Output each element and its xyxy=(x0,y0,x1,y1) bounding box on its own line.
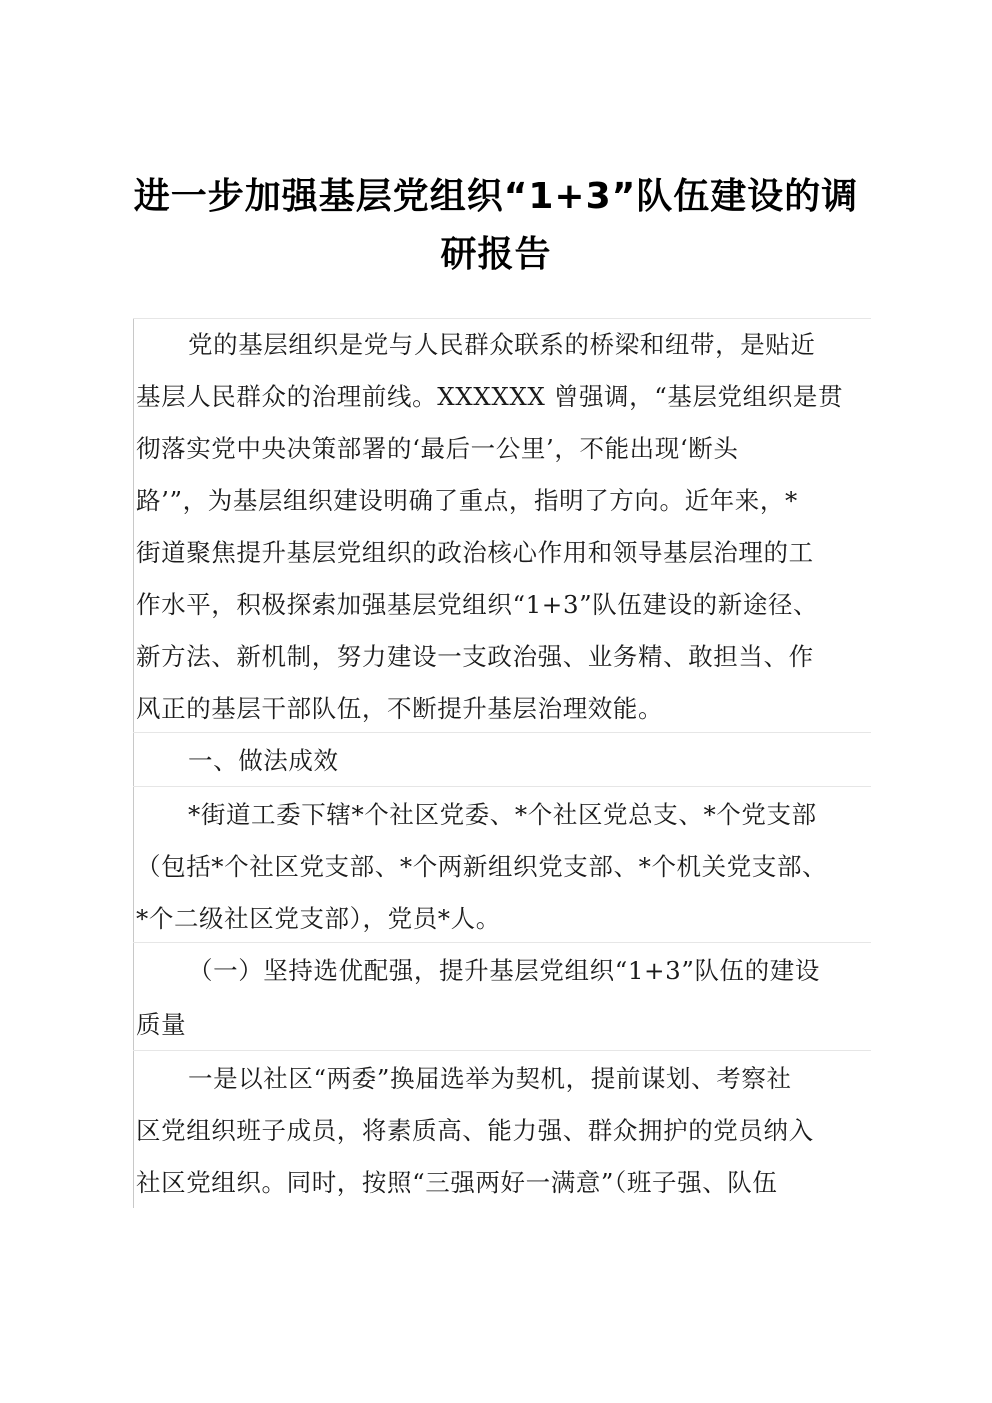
paragraph-line: 作水平，积极探索加强基层党组织“1+3”队伍建设的新途径、 xyxy=(136,590,819,619)
document-body xyxy=(133,318,871,1208)
table-rule xyxy=(133,942,871,943)
title-line-2: 研报告 xyxy=(440,234,552,275)
paragraph-line: 新方法、新机制，努力建设一支政治强、业务精、敢担当、作 xyxy=(136,642,814,671)
paragraph-line: 社区党组织。同时，按照“三强两好一满意”（班子强、队伍 xyxy=(136,1168,778,1197)
paragraph-line: 一是以社区“两委”换届选举为契机，提前谋划、考察社 xyxy=(188,1064,792,1093)
paragraph-line: 党的基层组织是党与人民群众联系的桥梁和纽带，是贴近 xyxy=(188,330,816,359)
paragraph-line: 彻落实党中央决策部署的‘最后一公里’，不能出现‘断头 xyxy=(136,434,739,463)
left-margin-rule xyxy=(133,318,134,1208)
document-title xyxy=(90,168,902,284)
table-rule xyxy=(133,318,871,319)
table-rule xyxy=(133,786,871,787)
paragraph-line: 基层人民群众的治理前线。XXXXXX 曾强调，“基层党组织是贯 xyxy=(136,382,844,411)
paragraph-line: 街道聚焦提升基层党组织的政治核心作用和领导基层治理的工 xyxy=(136,538,814,567)
paragraph-line: （包括*个社区党支部、*个两新组织党支部、*个机关党支部、 xyxy=(136,852,828,881)
paragraph-line: *个二级社区党支部），党员*人。 xyxy=(136,904,501,933)
table-rule xyxy=(133,732,871,733)
section-heading: 一、做法成效 xyxy=(188,746,339,775)
paragraph-line: 区党组织班子成员，将素质高、能力强、群众拥护的党员纳入 xyxy=(136,1116,814,1145)
paragraph-line: 路’”，为基层组织建设明确了重点，指明了方向。近年来，* xyxy=(136,486,798,515)
paragraph-line: 风正的基层干部队伍，不断提升基层治理效能。 xyxy=(136,694,664,723)
title-line-1: 进一步加强基层党组织“1+3”队伍建设的调 xyxy=(133,176,859,217)
paragraph-line: *街道工委下辖*个社区党委、*个社区党总支、*个党支部 xyxy=(188,800,817,829)
subsection-heading: （一）坚持选优配强，提升基层党组织“1+3”队伍的建设 xyxy=(188,956,820,985)
table-rule xyxy=(133,1050,871,1051)
subsection-heading: 质量 xyxy=(136,1010,187,1039)
